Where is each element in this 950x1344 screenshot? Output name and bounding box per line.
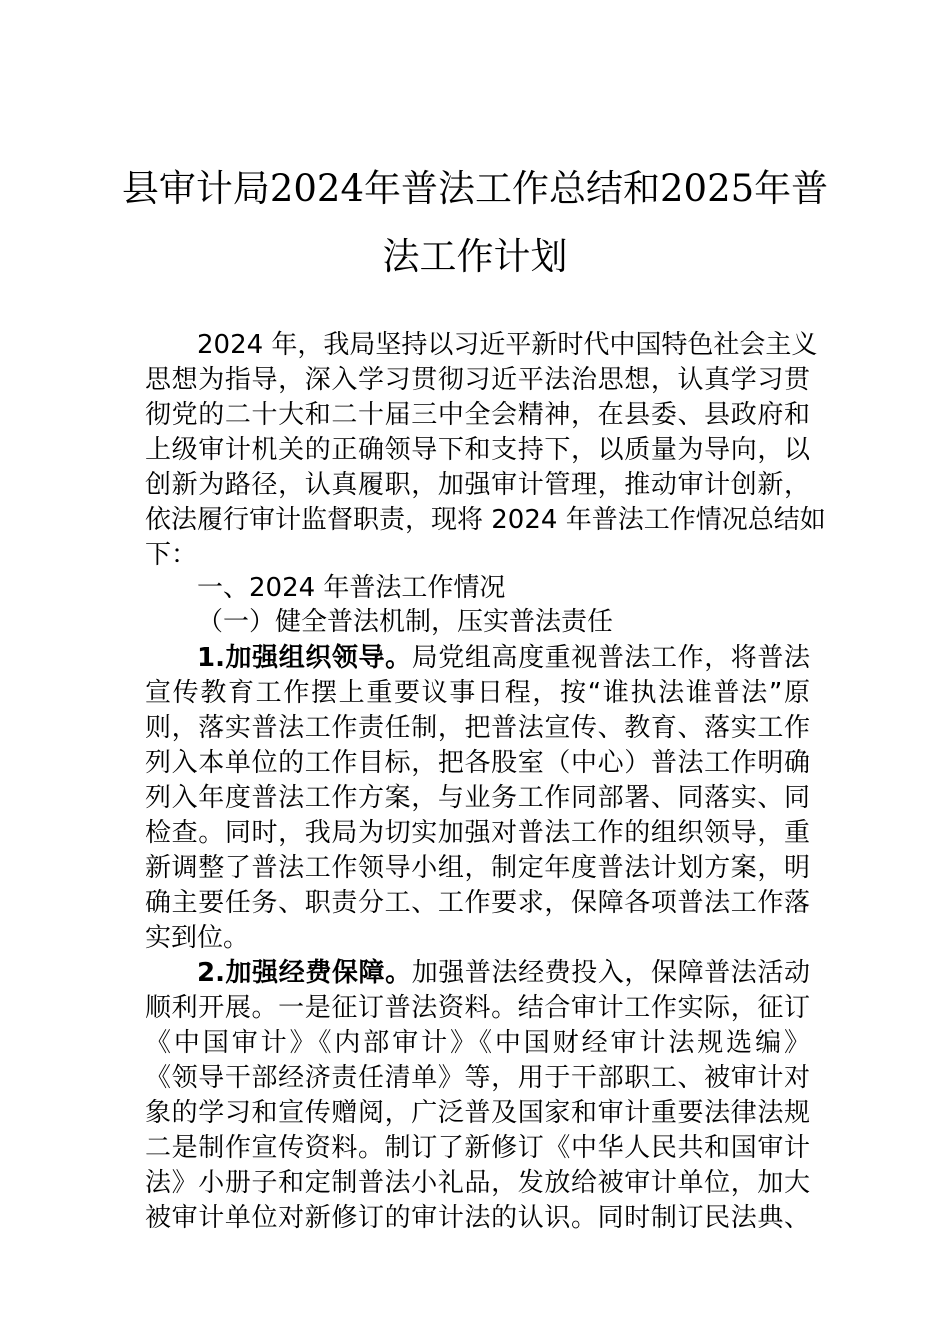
subsection-heading: （一）健全普法机制，压实普法责任 [197,607,614,637]
paragraph-line: 思想为指导，深入学习贯彻习近平法治思想，认真学习贯 [145,365,810,395]
item-heading: 2.加强经费保障。 [197,958,412,988]
document-title-line-1: 县审计局2024年普法工作总结和2025年普 [121,167,829,210]
paragraph-line: 列入年度普法工作方案，与业务工作同部署、同落实、同 [145,783,810,813]
paragraph-line: 实到位。 [145,923,250,953]
paragraph-line: 被审计单位对新修订的审计法的认识。同时制订民法典、 [145,1203,810,1233]
paragraph-line: 象的学习和宣传赠阅，广泛普及国家和审计重要法律法规 [145,1098,810,1128]
item-text: 加强普法经费投入，保障普法活动 [411,958,810,988]
paragraph-line [197,643,810,673]
paragraph-line: 顺利开展。一是征订普法资料。结合审计工作实际，征订 [145,993,810,1023]
paragraph-line: 《中国审计》《内部审计》《中国财经审计法规选编》 [145,1028,810,1058]
paragraph-line: 二是制作宣传资料。制订了新修订《中华人民共和国审计 [145,1133,810,1163]
paragraph-line: 列入本单位的工作目标，把各股室（中心）普法工作明确 [145,748,810,778]
section-heading: 一、2024 年普法工作情况 [197,573,506,603]
item-heading: 1.加强组织领导。 [197,643,412,673]
paragraph-line: 法》小册子和定制普法小礼品，发放给被审计单位，加大 [145,1168,810,1198]
paragraph-line: 依法履行审计监督职责，现将 2024 年普法工作情况总结如 [145,505,826,535]
paragraph-line: 检查。同时，我局为切实加强对普法工作的组织领导，重 [145,818,810,848]
paragraph-line: 宣传教育工作摆上重要议事日程，按“谁执法谁普法”原 [145,678,810,708]
paragraph-line [197,958,810,988]
paragraph-line: 确主要任务、职责分工、工作要求，保障各项普法工作落 [145,888,810,918]
paragraph-line: 下： [145,540,198,570]
paragraph-line: 2024 年，我局坚持以习近平新时代中国特色社会主义 [197,330,818,360]
paragraph-line: 彻党的二十大和二十届三中全会精神，在县委、县政府和 [145,400,810,430]
paragraph-line: 上级审计机关的正确领导下和支持下，以质量为导向，以 [145,435,810,465]
paragraph-line: 新调整了普法工作领导小组，制定年度普法计划方案，明 [145,853,810,883]
document-title-line-2: 法工作计划 [382,235,568,278]
paragraph-line: 《领导干部经济责任清单》等，用于干部职工、被审计对 [145,1063,810,1093]
paragraph-line: 创新为路径，认真履职，加强审计管理，推动审计创新， [145,470,810,500]
item-text: 局党组高度重视普法工作，将普法 [411,643,810,673]
paragraph-line: 则，落实普法工作责任制，把普法宣传、教育、落实工作 [145,713,810,743]
